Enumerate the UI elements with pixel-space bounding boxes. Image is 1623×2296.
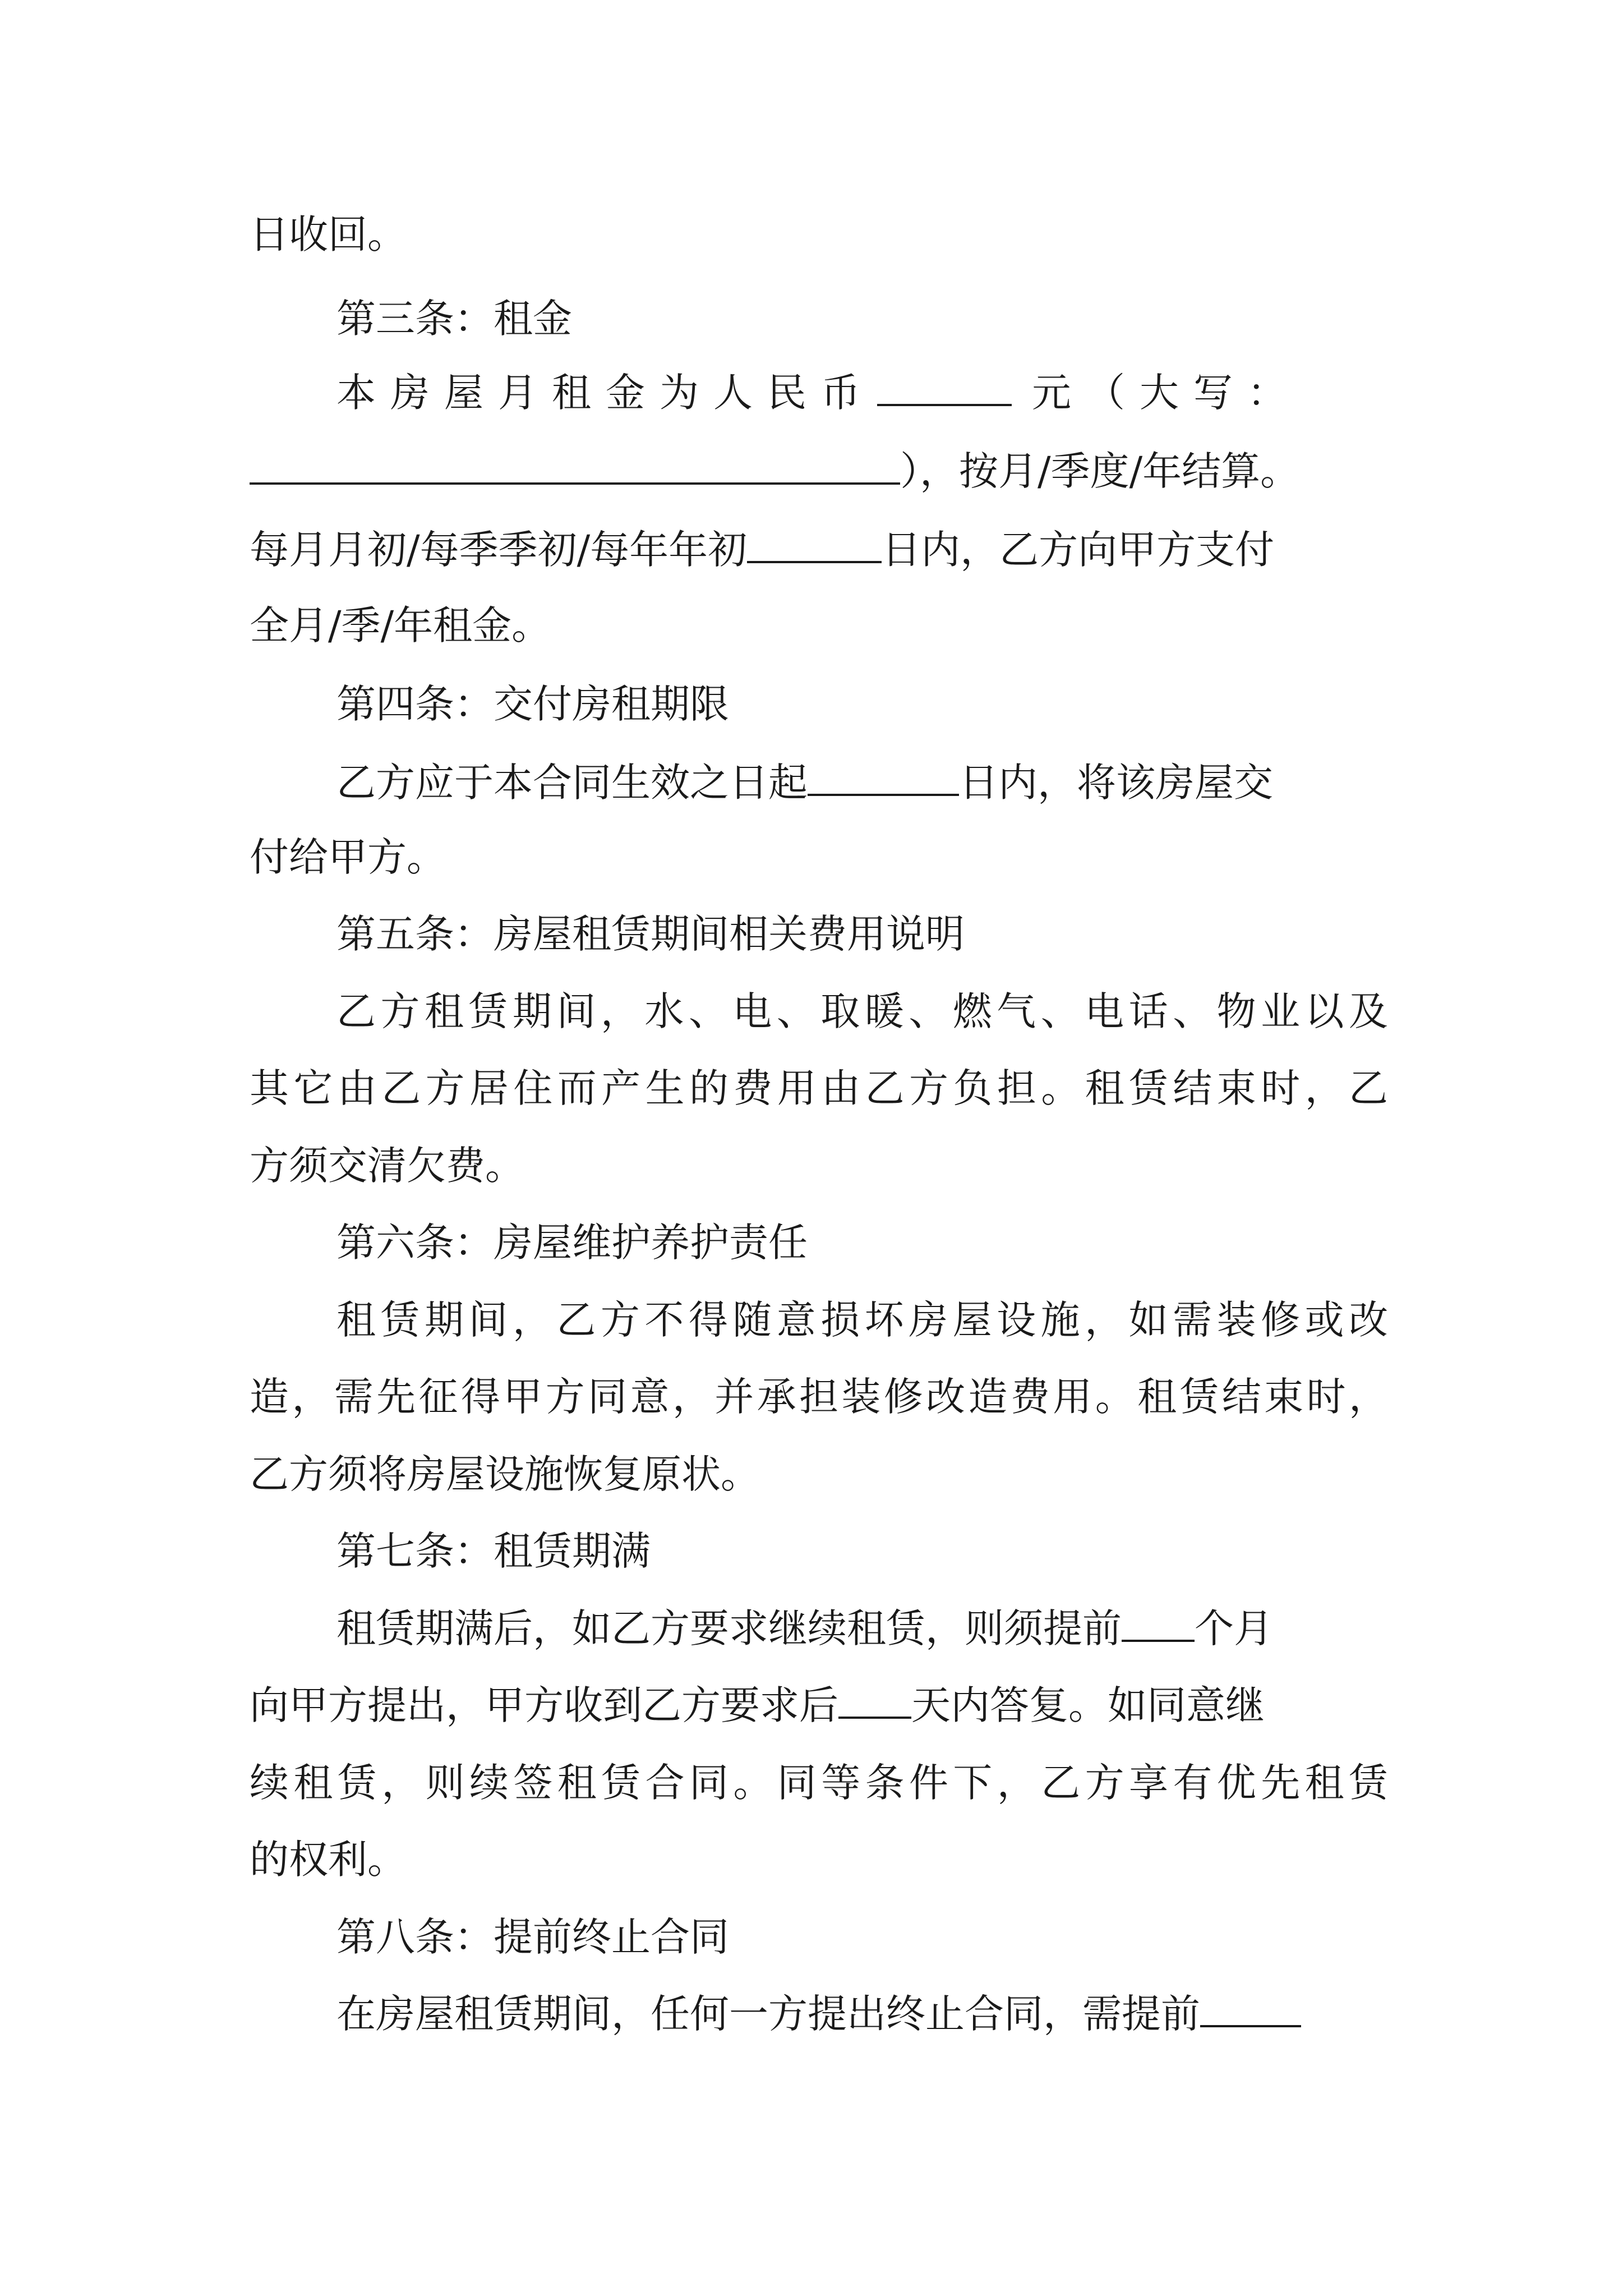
blank-payment-days[interactable] bbox=[747, 523, 882, 563]
text-line: 乙方须将房屋设施恢复原状。 bbox=[250, 1451, 760, 1497]
clause-6-heading: 第六条：房屋维护养护责任 bbox=[336, 1220, 808, 1266]
blank-reply-days[interactable] bbox=[838, 1678, 911, 1719]
text-line: 日收回。 bbox=[250, 211, 407, 257]
text-line: 租赁期满后，如乙方要求继续租赁，则须提前 个月 bbox=[336, 1600, 1388, 1657]
text-line: 全月/季/年租金。 bbox=[250, 602, 551, 648]
blank-monthly-rent[interactable] bbox=[877, 366, 1012, 406]
text-line: 向甲方提出，甲方收到乙方要求后 天内答复。如同意继 bbox=[250, 1677, 1388, 1733]
text-line: 付给甲方。 bbox=[250, 834, 446, 880]
text-line: 每月月初/每季季初/每年年初 日内，乙方向甲方支付 bbox=[250, 522, 1388, 578]
clause-7-heading: 第七条：租赁期满 bbox=[336, 1528, 651, 1574]
clause-5-heading: 第五条：房屋租赁期间相关费用说明 bbox=[336, 911, 965, 957]
clause-3-heading: 第三条：租金 bbox=[336, 296, 572, 342]
text-line: 方须交清欠费。 bbox=[250, 1143, 524, 1189]
text-line: 乙方应于本合同生效之日起 日内，将该房屋交 bbox=[336, 754, 1388, 811]
text-line: 造，需先征得甲方同意，并承担装修改造费用。租赁结束时， bbox=[250, 1374, 1388, 1420]
blank-renewal-notice-months[interactable] bbox=[1122, 1602, 1195, 1642]
blank-rent-in-words[interactable] bbox=[250, 444, 900, 485]
clause-8-heading: 第八条：提前终止合同 bbox=[336, 1914, 729, 1960]
blank-delivery-days[interactable] bbox=[808, 756, 959, 796]
text-line: 在房屋租赁期间，任何一方提出终止合同，需提前 bbox=[336, 1986, 1388, 2042]
text-line: 其它由乙方居住而产生的费用由乙方负担。租赁结束时，乙 bbox=[250, 1065, 1388, 1111]
text-line: 乙方租赁期间，水、电、取暖、燃气、电话、物业以及 bbox=[336, 988, 1388, 1034]
clause-4-heading: 第四条：交付房租期限 bbox=[336, 681, 729, 727]
text-line: 续租赁，则续签租赁合同。同等条件下，乙方享有优先租赁 bbox=[250, 1760, 1388, 1806]
text-line: 租赁期间，乙方不得随意损坏房屋设施，如需装修或改 bbox=[336, 1297, 1388, 1343]
text-line: 本房屋月租金为人民币 元（大写： bbox=[336, 365, 1388, 421]
text-line: 的权利。 bbox=[250, 1837, 407, 1883]
text-line: ），按月/季度/年结算。 bbox=[250, 443, 1388, 499]
blank-termination-notice[interactable] bbox=[1200, 1987, 1301, 2027]
